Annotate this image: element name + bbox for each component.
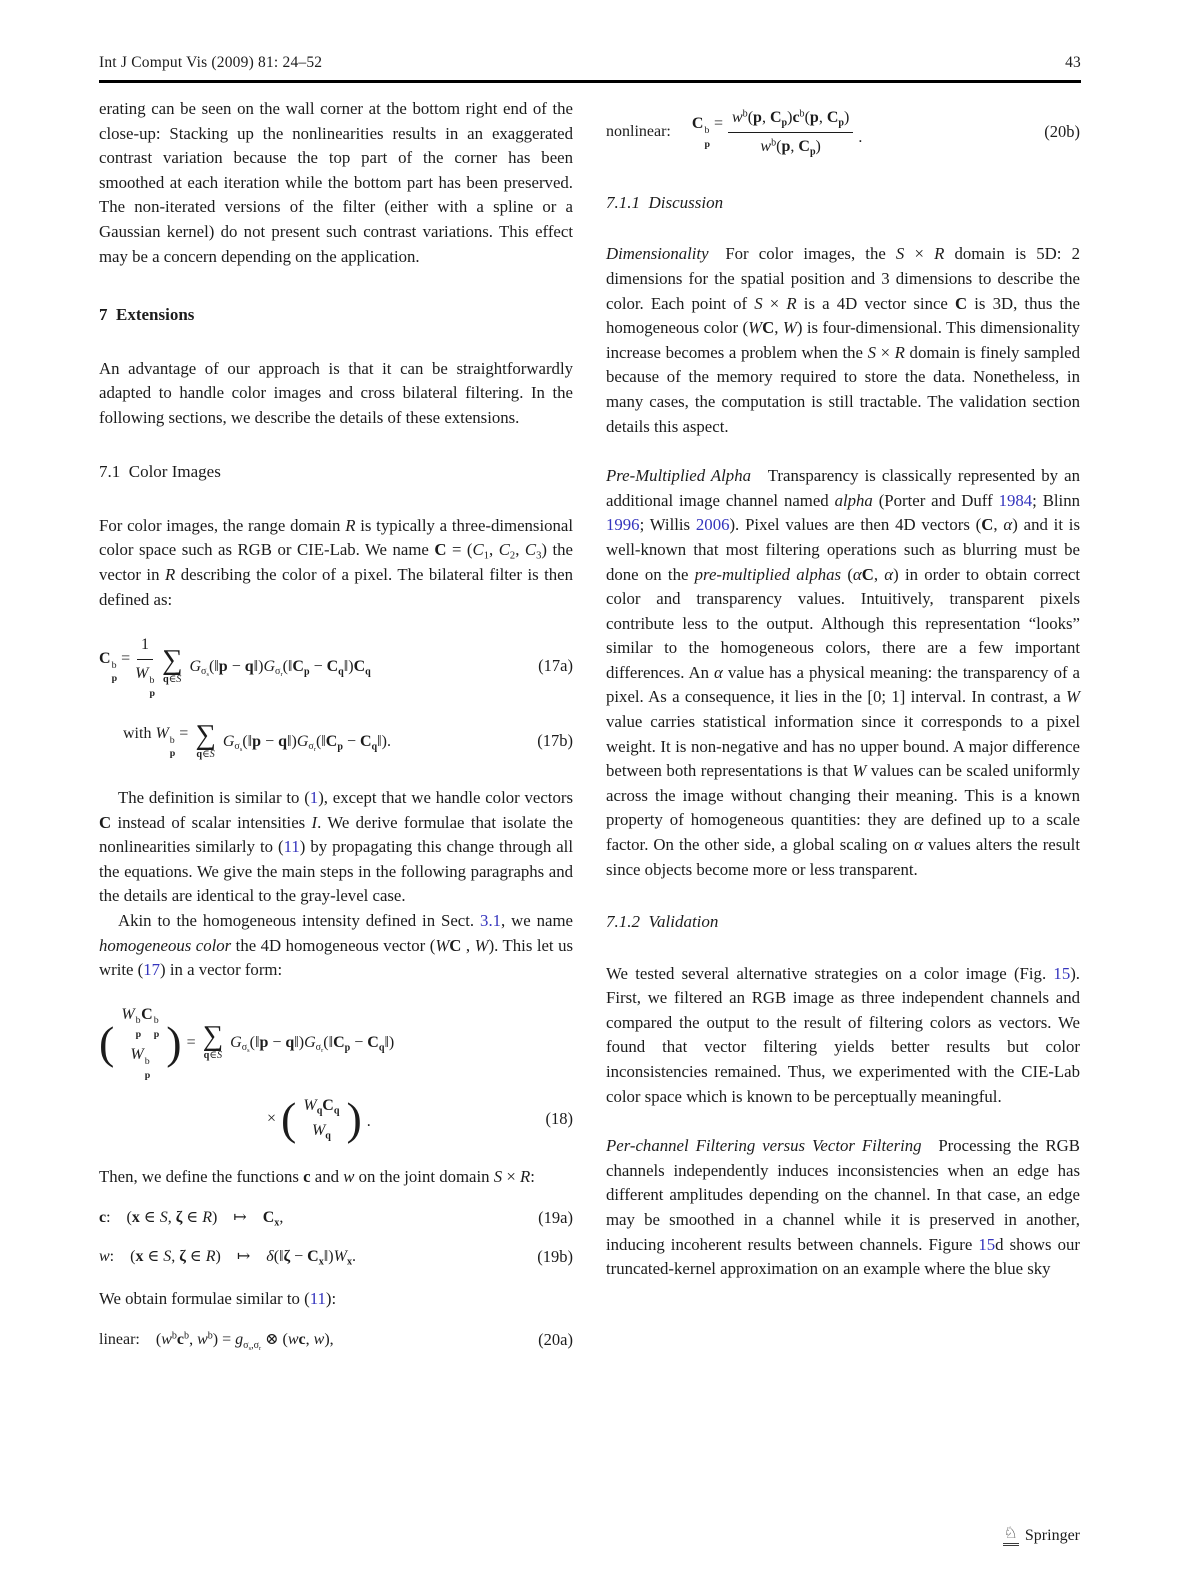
big-right-paren: ) — [166, 1016, 182, 1068]
paragraph-homogeneous-color: Akin to the homogeneous intensity defined in Sect. 3.1, we name homogeneous color the 4D homogeneous vector (WC , W). This let us write (17) in a vector form: — [99, 911, 573, 980]
paragraph-definition: The definition is similar to (1), except that we handle color vectors C instead of scalar intensities I. We derive formulae that isolate the nonlinearities similarly to (11) by propagating this change through all the equations. We give the main steps in the following paragraphs and the details are identical to the gray-level case. — [99, 788, 574, 906]
paragraph-validation: We tested several alternative strategies on a color image (Fig. 15). First, we filtered an RGB image as three independent channels and compared the output to the result of filtering colors as vectors. We found that vector filtering yields better results but color inconsistencies remained. Thus, we experimented with the CIE-Lab color space which is known to be perceptually meaningful. — [606, 963, 1080, 1106]
summation — [161, 644, 183, 685]
reference-link[interactable]: 11 — [283, 837, 300, 857]
big-right-paren: ) — [346, 1093, 362, 1145]
reference-link[interactable]: 11 — [309, 1289, 326, 1309]
equals-sign: = — [186, 1033, 196, 1051]
paragraph-obtain-formulae: We obtain formulae similar to (11): — [99, 1289, 337, 1309]
math-body: c: (x ∈ S, ζ ∈ R) ↦ $C_x$, — [99, 1209, 284, 1229]
two-column-body — [99, 97, 1081, 1554]
big-left-paren: ( — [281, 1093, 297, 1145]
summation — [195, 719, 216, 760]
springer-horse-icon: ♘ — [1003, 1526, 1019, 1546]
stack-bottom: W b p — [130, 1046, 151, 1081]
equation-number: (17a) — [538, 656, 573, 676]
fraction-denominator: $w^b(p$, $C_p$) — [760, 137, 821, 158]
section-heading-7-1-2: 7.1.2 Validation — [606, 912, 719, 932]
fraction — [728, 107, 853, 157]
reference-link[interactable]: 17 — [143, 960, 161, 980]
equation-17a — [99, 634, 573, 699]
reference-link[interactable]: 2006 — [695, 515, 730, 535]
equation-19a — [99, 1208, 573, 1229]
page-header — [99, 54, 1081, 72]
paragraph-per-channel: Per-channel Filtering versus Vector Filtering Processing the RGB channels independently induces inconsistencies when an edge has different amplitudes depending on the channel. In that case, an edge may be smoothed in a channel while it is preserved in another, inducing incoherent results between channels. Figure 15d shows our truncated-kernel approximation on an example where the blue sky — [606, 1136, 1080, 1279]
left-column — [99, 97, 573, 1554]
equation-17a-body — [99, 634, 371, 699]
summation — [202, 1020, 224, 1061]
equation-17b-body — [123, 719, 391, 760]
big-left-paren: ( — [99, 1016, 115, 1068]
math-lhs: C b p = — [99, 650, 131, 685]
reference-link[interactable]: 3.1 — [480, 911, 502, 931]
equation-number: (18) — [545, 1108, 573, 1128]
math-body: linear: ($w^bc^b$, $w^b) = g_{\sigma_s,\sigma_r}$ ⊗ (wc, w), — [99, 1330, 334, 1352]
equation-number: (20a) — [538, 1329, 573, 1349]
stack-bottom: $W_q$ — [311, 1122, 331, 1142]
equation-number: (19b) — [537, 1246, 573, 1266]
section-heading-7-1-1: 7.1.1 Discussion — [606, 193, 724, 212]
section-heading-7: 7 Extensions — [99, 305, 195, 325]
sigma-symbol: ∑ — [202, 1020, 224, 1053]
equation-18-line2 — [267, 1093, 573, 1145]
paragraph-color-images: For color images, the range domain R is typically a three-dimensional color space such as RGB or CIE-Lab. We name $C = (C_1$, $C_2$, $C_3$) the vector in R describing the color of a pixel. The bilateral filter is then defined as: — [99, 515, 574, 609]
math-lhs: C b p = — [691, 115, 723, 150]
math-rhs: $G_{\sigma_s}(‖p$ − $q‖)G_{\sigma_r}(‖C_p$ − $C_q‖$). — [222, 732, 391, 754]
sigma-symbol: ∑ — [161, 644, 183, 677]
period: . — [366, 1113, 371, 1131]
summation-limit: q∈S — [163, 673, 182, 685]
equation-20a-body — [99, 1330, 334, 1350]
equation-17b — [99, 719, 573, 760]
summation-limit: q∈S — [196, 748, 215, 760]
equation-number: (19a) — [538, 1208, 573, 1228]
stack-top: $W_qC_q$ — [303, 1097, 340, 1117]
equation-18-line1 — [99, 1005, 573, 1081]
math-label: nonlinear: — [606, 123, 671, 140]
publisher-footer — [1003, 1526, 1080, 1554]
summation-limit: q∈S — [203, 1049, 223, 1061]
reference-link[interactable]: 15 — [978, 1234, 996, 1254]
equation-20a — [99, 1330, 573, 1351]
equation-19a-body — [99, 1208, 283, 1228]
journal-header: Int J Comput Vis (2009) 81: 24–52 — [99, 54, 323, 71]
math-rhs: $G_{\sigma_s}(‖p$ − $q‖)G_{\sigma_r}(‖C_p$ − $C_q‖$) — [230, 1033, 395, 1055]
equation-20b — [606, 107, 1080, 157]
publisher-name: Springer — [1024, 1527, 1080, 1544]
paragraph-continuation: erating can be seen on the wall corner at the bottom right end of the close-up: Stacking up the nonlinearities results in an exaggerated contrast variation because the top part of the corner has been smoothed at each iteration while the bottom part has been preserved. The non-iterated versions of the filter (either with a spline or a Gaussian kernel) do not present such contrast variations. This effect may be a concern depending on the application. — [99, 99, 573, 266]
right-column — [606, 97, 1080, 1554]
reference-link[interactable]: 1984 — [998, 490, 1033, 510]
equation-19b-body — [99, 1247, 356, 1267]
paragraph-premultiplied-alpha: Pre-Multiplied Alpha Transparency is classically represented by an additional image channel named alpha (Porter and Duff 1984; Blinn 1996; Willis 2006). Pixel values are then 4D vectors (C, α) and it is well-known that most filtering operations such as blurring must be done on the pre-multiplied alphas (αC, α) in order to obtain correct color and transparency values. Intuitively, transparent pixels contribute less to the output. Although this representation “looks” similar to the homogeneous colors, there are a few important differences. An α value has a physical meaning: the transparency of a pixel. As a consequence, it lies in the [0; 1] interval. In contrast, a W value carries statistical information since it corresponds to a pixel weight. It is non-negative and has no upper bound. A major difference between both representations is that W values can be scaled uniformly across the image without changing their meaning. This is a known property of homogeneous quantities: they are defined up to a scale factor. On the other side, a global scaling on α values alters the result since objects become more or less transparent. — [606, 466, 1081, 879]
fraction-denominator: W b p — [135, 665, 155, 700]
equation-18 — [99, 1005, 573, 1145]
fraction-numerator: $w^b(p$, $C_p)c^b(p$, $C_p$) — [728, 107, 853, 133]
fraction-numerator: 1 — [137, 634, 153, 660]
fraction — [135, 634, 155, 699]
reference-link[interactable]: 1 — [309, 788, 319, 808]
math-lhs: with W b p = — [123, 725, 189, 760]
equation-19b — [99, 1247, 573, 1268]
period: . — [858, 129, 863, 146]
paragraph-extensions-intro: An advantage of our approach is that it can be straightforwardly adapted to handle color images and cross bilateral filtering. In the following sections, we describe the details of these extensions. — [99, 358, 573, 427]
reference-link[interactable]: 1996 — [606, 515, 640, 535]
paragraph-dimensionality: Dimensionality For color images, the S × R domain is 5D: 2 dimensions for the spatial position and 3 dimensions to describe the color. Each point of S × R is a 4D vector since C is 3D, thus the homogeneous color (WC, W) is four-dimensional. This dimensionality increase becomes a problem when the S × R domain is finely sampled because of the memory required to store the data. Nonetheless, in many cases, the computation is still tractable. The validation section details this aspect. — [606, 244, 1081, 436]
vector-stack — [119, 1005, 161, 1081]
stack-top: W b p C b p — [121, 1005, 160, 1041]
reference-link[interactable]: 15 — [1053, 963, 1071, 983]
header-rule — [99, 80, 1081, 83]
sigma-symbol: ∑ — [195, 719, 216, 752]
equation-number: (17b) — [537, 731, 573, 751]
times-sign: × — [267, 1109, 277, 1127]
paragraph-define-functions: Then, we define the functions c and w on the joint domain S × R: — [99, 1167, 535, 1187]
math-body: w: (x ∈ S, ζ ∈ R) ↦ δ(‖ζ − $C_x‖)W_x$. — [99, 1247, 356, 1268]
section-heading-7-1: 7.1 Color Images — [99, 462, 221, 482]
page-number: 43 — [1065, 54, 1081, 71]
math-rhs: $G_{\sigma_s}(‖p$ − $q‖)G_{\sigma_r}(‖C_p$ − $C_q‖)C_q$ — [189, 657, 371, 679]
equation-20b-body — [606, 107, 862, 157]
equation-number: (20b) — [1044, 121, 1080, 141]
vector-stack — [301, 1096, 341, 1141]
